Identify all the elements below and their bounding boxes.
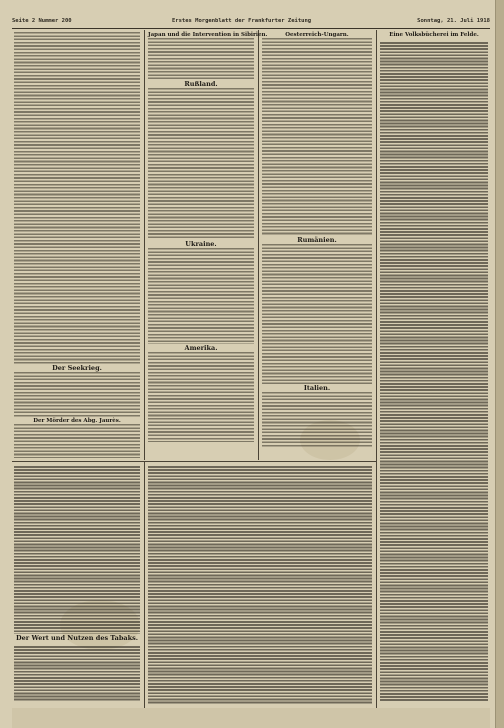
masthead: [12, 18, 490, 27]
feuilleton-block: [148, 466, 372, 708]
issue-date: Sonntag, 21. Juli 1918: [417, 18, 490, 24]
headline-ukraine: Ukraine.: [185, 240, 217, 248]
column-rule: [376, 30, 377, 710]
article-text: [262, 392, 372, 448]
article-text: [14, 424, 140, 458]
article-text: [148, 248, 254, 344]
column-rule: [144, 462, 145, 710]
newspaper-title: Erstes Morgenblatt der Frankfurter Zeitung: [172, 18, 312, 24]
article-text: [262, 244, 372, 384]
column-3-top: [262, 32, 372, 460]
column-4: [380, 32, 488, 708]
column-2-top: [148, 32, 268, 460]
article-text: [148, 38, 254, 80]
column-1-bottom: [14, 466, 140, 708]
headline-tabak: Der Wert und Nutzen des Tabaks.: [15, 634, 138, 642]
page-number-label: Seite 2 Nummer 200: [12, 18, 72, 24]
headline-japan: Japan und die Intervention in Sibirien.: [148, 32, 268, 38]
page-edge: [495, 0, 504, 728]
article-text: [14, 466, 140, 634]
article-text: [148, 466, 372, 704]
article-text: [14, 32, 140, 364]
headline-volksbuecherei: Eine Volksbücherei im Felde.: [389, 32, 479, 38]
headline-italien: Italien.: [303, 384, 331, 392]
headline-russland: Rußland.: [184, 80, 218, 88]
headline-seekrieg: Der Seekrieg.: [52, 364, 102, 372]
article-text: [148, 88, 254, 240]
article-text: [14, 646, 140, 702]
headline-jaures: Der Mörder des Abg. Jaurès.: [33, 418, 121, 424]
page-bottom-margin: [12, 708, 490, 728]
section-rule: [12, 461, 376, 462]
column-rule: [258, 30, 259, 460]
column-1-top: [14, 32, 140, 460]
headline-oesterreich: Oesterreich-Ungarn.: [285, 32, 349, 38]
masthead-rule: [12, 28, 490, 29]
column-rule: [144, 30, 145, 460]
article-text: [380, 42, 488, 702]
article-text: [262, 38, 372, 236]
headline-amerika: Amerika.: [184, 344, 218, 352]
article-text: [148, 352, 254, 442]
headline-rumaenien: Rumänien.: [297, 236, 337, 244]
article-text: [14, 372, 140, 418]
